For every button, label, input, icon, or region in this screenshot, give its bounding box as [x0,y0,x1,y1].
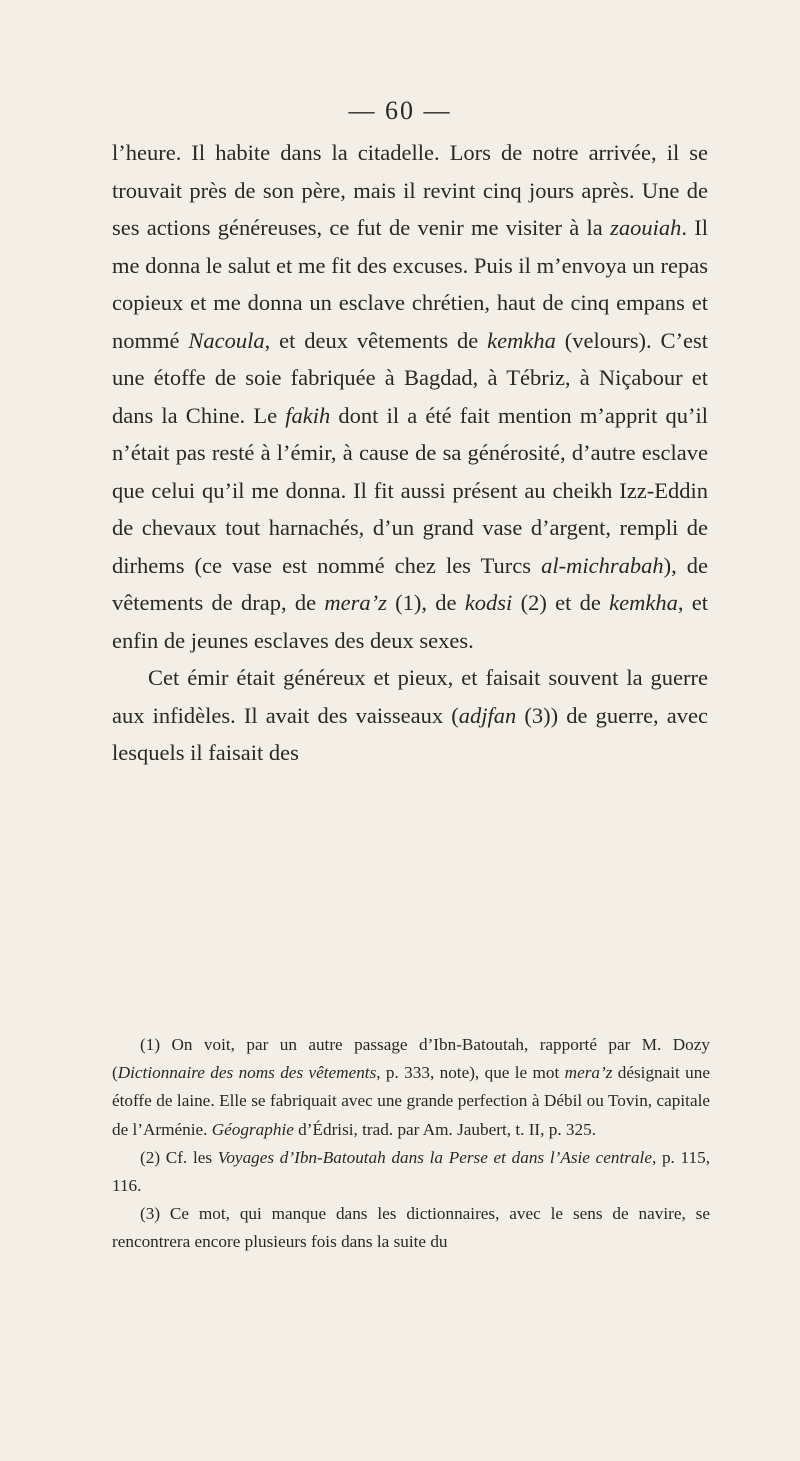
italic-term: Nacoula [188,327,265,353]
footnote-2 [112,1144,710,1200]
footnotes [112,1031,710,1257]
text-run: . Il me donna le salut et me fit des excuses. Puis il m’envoya un repas copieux et me donna un esclave chrétien, haut de cinq empans et nommé [112,215,708,353]
italic-term: kemkha [609,590,678,615]
text-run: , p. 115, 116. [112,1147,710,1196]
text-run: d’Édrisi, trad. par Am. Jaubert, t. II, p. 325. [293,1119,597,1139]
text-run: , p. 333, note), que le mot [376,1063,565,1083]
italic-term: kemkha [487,327,556,353]
footnote-1 [112,1031,710,1144]
text-run: , et enfin de jeunes esclaves des deux sexes. [112,590,708,653]
text-run: Cet émir était généreux et pieux, et faisait souvent la guerre aux infidèles. Il avait des vaisseaux ( [112,665,708,728]
text-run: ), de vêtements de drap, de [112,552,709,615]
text-run: (velours). C’est une étoffe de soie fabriquée à Bagdad, à Tébriz, à Niçabour et dans la Chine. Le [112,327,708,428]
italic-title: Voyages d’Ibn-Batoutah dans la Perse et dans l’Asie centrale [217,1147,652,1167]
italic-term: adjfan [458,702,517,728]
footnote-ref: (1), de [386,590,465,615]
italic-title: Géographie [211,1119,294,1139]
footnote-ref: (2) et de [512,590,610,615]
italic-term: al-michrabah [541,552,664,578]
text-run: l’heure. Il habite dans la citadelle. Lors de notre arrivée, il se trouvait près de son père, mais il revint cinq jours après. Une de ses actions généreuses, ce fut de venir me visiter à la [112,140,708,240]
text-run: (2) Cf. les [140,1147,218,1167]
paragraph [112,659,708,772]
italic-term: zaouiah [610,215,682,240]
text-run: désignait une étoffe de laine. Elle se fabriquait avec une grande perfection à Débil ou Tovin, capitale de l’Arménie. [112,1063,711,1139]
footnote-ref: (3)) de guerre, avec lesquels il faisait des [112,702,709,765]
italic-title: Dictionnaire des noms des vêtements [117,1063,377,1083]
italic-term: mera’z [324,590,387,615]
italic-term: kodsi [464,590,513,615]
text-run: (1) On voit, par un autre passage d’Ibn-Batoutah, rapporté par M. Dozy ( [112,1035,710,1083]
text-run: , et deux vêtements de [264,327,488,353]
text-run: dont il a été fait mention m’apprit qu’il n’était pas resté à l’émir, à cause de sa générosité, d’autre esclave que celui qu’il me donna. Il fit aussi présent au cheikh Izz-Eddin de chevaux tout harnachés, d’un grand vase d’argent, rempli de dirhems (ce vase est nommé chez les Turcs [112,402,708,578]
footnote-3 [112,1200,710,1256]
page-number: — 60 — [348,96,452,125]
main-text [112,134,708,772]
text-run: (3) Ce mot, qui manque dans les dictionnaires, avec le sens de navire, se rencontrera encore plusieurs fois dans la suite du [112,1204,710,1252]
italic-term: mera’z [564,1063,613,1083]
paragraph [112,134,708,659]
italic-term: fakih [285,402,331,428]
